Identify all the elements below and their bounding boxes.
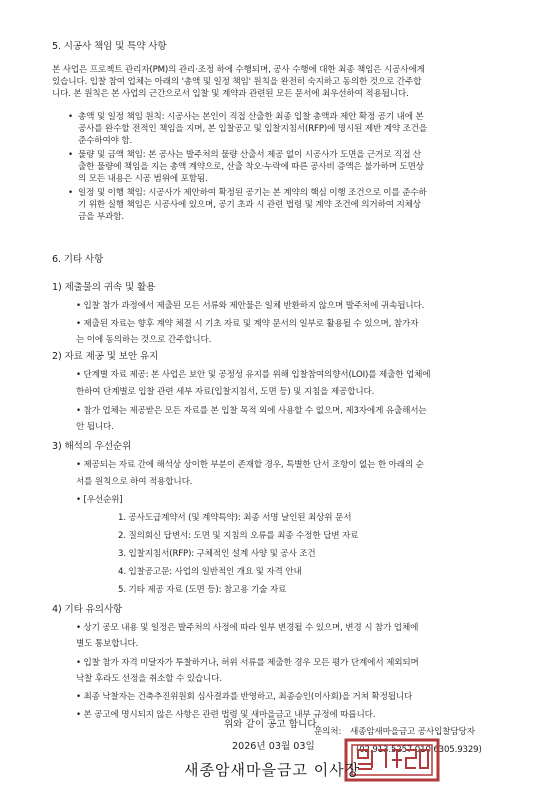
s2-bullet-2-line-1: • 참가 업체는 제공받은 모든 자료를 본 입찰 목적 외에 사용할 수 없으며, 제3자에게 유출해서는 <box>76 406 427 416</box>
contact-phones: (02.913.5257 010.6305.9329) <box>356 745 482 755</box>
intro-line-2: 있습니다. 입찰 참여 업체는 아래의 '총액 및 일정 책임' 원칙을 완전히 숙지하고 동의한 것으로 간주합 <box>52 77 422 87</box>
s4-bullet-3: • 최종 낙찰자는 건축추진위원회 심사결과를 반영하고, 최종승인(이사회)을 거쳐 확정됩니다 <box>76 692 413 702</box>
subsection-2-heading: 2) 자료 제공 및 보안 유지 <box>52 351 159 362</box>
section-6-title: 6. 기타 사항 <box>52 254 104 265</box>
s3-priority-label: • [우선순위] <box>76 495 123 505</box>
bullet-2-line-3: 의 모든 내용은 시공 범위에 포함됨. <box>78 174 208 184</box>
subsection-1-heading: 1) 제출물의 귀속 및 활용 <box>52 282 156 293</box>
s4-bullet-2-line-1: • 입찰 참가 자격 미달자가 투찰하거나, 허위 서류를 제출한 경우 모든 평가 단계에서 제외되며 <box>76 658 419 668</box>
s2-bullet-1-line-1: • 단계별 자료 제공: 본 사업은 보안 및 공정성 유지를 위해 입찰참여의향서(LOI)를 제출한 업체에 <box>76 370 431 380</box>
subsection-4-heading: 4) 기타 유의사항 <box>52 604 123 615</box>
priority-item: 3. 입찰지침서(RFP): 구체적인 설계 사양 및 공사 조건 <box>118 549 316 559</box>
bullet-3-line-2: 기 위한 실행 책임은 시공사에 있으며, 공기 초과 시 관련 법령 및 계약 조건에 의거하여 지체상 <box>78 200 421 210</box>
bullet-dot: • <box>68 112 73 122</box>
s4-bullet-1-line-2: 별도 통보합니다. <box>76 639 139 649</box>
bullet-3-line-3: 금을 부과함. <box>78 212 124 222</box>
priority-item: 2. 질의회신 답변서: 도면 및 지침의 오류를 최종 수정한 답변 자료 <box>118 531 359 541</box>
priority-item: 4. 입찰공고문: 사업의 일반적인 개요 및 자격 안내 <box>118 567 302 577</box>
bullet-dot: • <box>68 188 73 198</box>
signature-line: 새종암새마을금고 이사장 <box>184 761 361 779</box>
bullet-2-line-2: 출한 물량에 책임을 지는 총액 계약으로, 산출 착오·누락에 따른 공사비 증액은 불가하며 도면상 <box>78 162 424 172</box>
bullet-1-line-2: 공사를 완수할 전적인 책임을 지며, 본 입찰공고 및 입찰지침서(RFP)에 명시된 제반 계약 조건을 <box>78 124 428 134</box>
intro-line-1: 본 사업은 프로젝트 관리자(PM)의 관리·조정 하에 수행되며, 공사 수행에 대한 최종 책임은 시공사에게 <box>52 65 425 75</box>
s1-bullet-1: • 입찰 참가 과정에서 제출된 모든 서류와 제안물은 일체 반환하지 않으며 발주처에 귀속됩니다. <box>76 301 425 311</box>
intro-line-3: 니다. 본 원칙은 본 사업의 근간으로서 입찰 및 계약과 관련된 모든 문서에 최우선하여 적용됩니다. <box>52 89 409 99</box>
closing-date: 2026년 03월 03일 <box>232 741 315 752</box>
subsection-3-heading: 3) 해석의 우선순위 <box>52 441 132 452</box>
priority-item: 5. 기타 제공 자료 (도면 등): 참고용 기술 자료 <box>118 585 287 595</box>
contact-label: 문의처: <box>314 727 342 737</box>
s3-bullet-1-line-1: • 제공되는 자료 간에 해석상 상이한 부분이 존재할 경우, 특별한 단서 조항이 없는 한 아래의 순 <box>76 460 424 470</box>
contact-name: 새종암새마을금고 공사입찰담당자 <box>350 727 475 737</box>
s2-bullet-1-line-2: 한하여 단계별로 입찰 관련 세부 자료(입찰지침서, 도면 등) 및 지침을 제공합니다. <box>76 387 375 397</box>
s1-bullet-2-line-1: • 제출된 자료는 향후 계약 체결 시 기초 자료 및 계약 문서의 일부로 활용될 수 있으며, 참가자 <box>76 319 419 329</box>
priority-item: 1. 공사도급계약서 (및 계약특약): 최종 서명 날인된 최상위 문서 <box>118 513 352 523</box>
s4-bullet-1-line-1: • 상기 공모 내용 및 일정은 발주처의 사정에 따라 일부 변경될 수 있으며, 변경 시 참가 업체에 <box>76 623 419 633</box>
bullet-2-line-1: 물량 및 금액 책임: 본 공사는 발주처의 물량 산출서 제공 없이 시공사가 도면을 근거로 직접 산 <box>78 150 422 160</box>
s4-bullet-4: • 본 공고에 명시되지 않은 사항은 관련 법령 및 새마을금고 내부 규정에 따릅니다. <box>76 710 376 720</box>
s1-bullet-2-line-2: 는 이에 동의하는 것으로 간주합니다. <box>76 335 212 345</box>
bullet-1-line-3: 준수하여야 함. <box>78 136 133 146</box>
bullet-1-line-1: 총액 및 일정 책임 원칙: 시공사는 본인이 직접 산출한 최종 입찰 총액과 제안 확정 공기 내에 본 <box>78 112 424 122</box>
bullet-dot: • <box>68 150 73 160</box>
section-5-title: 5. 시공사 책임 및 특약 사항 <box>52 41 167 52</box>
closing-announcement: 위와 같이 공고 합니다. <box>224 719 320 730</box>
bullet-3-line-1: 일정 및 이행 책임: 시공사가 제안하여 확정된 공기는 본 계약의 핵심 이행 조건으로 이를 준수하 <box>78 188 427 198</box>
s2-bullet-2-line-2: 안 됩니다. <box>76 422 114 432</box>
s3-bullet-1-line-2: 서를 원칙으로 하여 적용합니다. <box>76 477 193 487</box>
s4-bullet-2-line-2: 낙찰 후라도 선정을 취소할 수 있습니다. <box>76 674 222 684</box>
